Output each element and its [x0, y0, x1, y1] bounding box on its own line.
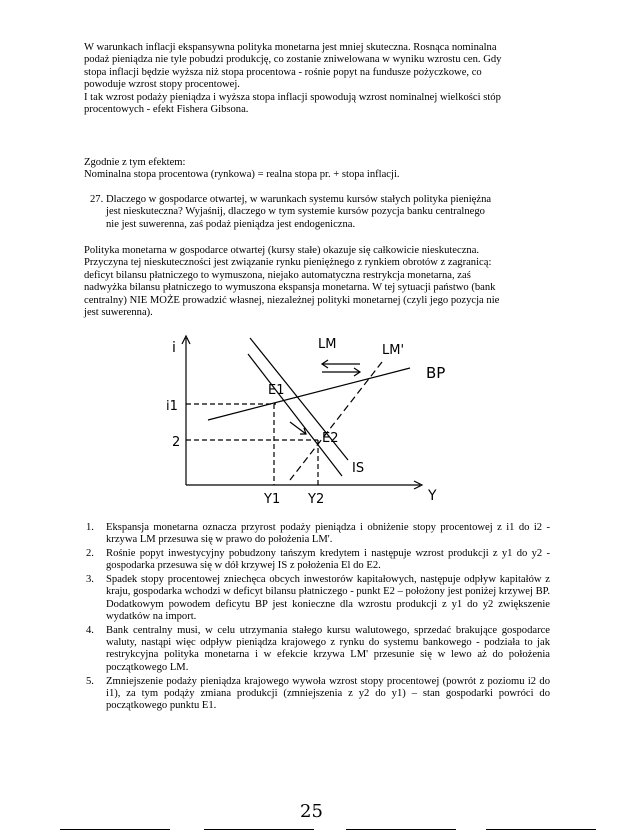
step-item	[84, 548, 550, 573]
answer-line: centralny) NIE MOŻE prowadzić własnej, niezależnej polityki monetarnej (czyli jego pozycja nie	[84, 294, 500, 306]
answer-line: Przyczyna tej nieskuteczności jest związanie rynku pieniężnego z rynkiem obrotów z zagranicą:	[84, 257, 492, 269]
answer-line: jest suwerenna).	[84, 307, 153, 319]
footer-rule	[486, 829, 596, 830]
step-item	[84, 574, 550, 623]
answer-line: nadwyżka bilansu płatniczego to wymuszona ekspansja monetarna. W tej sytuacji państwo (bank	[84, 282, 496, 294]
step-number: 1.	[86, 522, 94, 533]
y2-label: Y2	[308, 492, 325, 507]
question-line: jest nieskuteczna? Wyjaśnij, dlaczego w tym systemie kursów pozycja banku centralnego	[106, 206, 485, 218]
intro-line: podaż pieniądza nie tyle pobudzi produkcję, co zostanie zniwelowana w wyniku wzrostu cen. Gdy	[84, 54, 502, 66]
e1-label: E1	[268, 383, 285, 398]
effect-formula: Nominalna stopa procentowa (rynkowa) = realna stopa pr. + stopa inflacji.	[84, 169, 400, 181]
footer-rule	[204, 829, 314, 830]
x-axis-label: Y	[428, 488, 437, 504]
answer-paragraph	[84, 245, 550, 319]
intro-line: powoduje wzrost stopy procentowej.	[84, 79, 240, 91]
footer-rule	[346, 829, 456, 830]
answer-line: Polityka monetarna w gospodarce otwartej (kursy stałe) okazuje się całkowicie nieskuteczna.	[84, 245, 480, 256]
effect-label: Zgodnie z tym efektem:	[84, 157, 186, 168]
intro-line: W warunkach inflacji ekspansywna polityka monetarna jest mniej skuteczna. Rosnąca nominalna	[84, 42, 497, 53]
step-text: Spadek stopy procentowej zniechęca obcych inwestorów kapitałowych, następuje odpływ kapitałów z kraju, gospodarka wchodzi w deficyt bilansu płatniczego - punkt E2 – położony jest poniżej krzywej BP. Dodatkowym powodem deficytu BP jest konieczne dla wzrostu produkcji z y1 do y2 zwiększenie wydatków na import.	[106, 574, 550, 623]
e2-label: E2	[322, 431, 339, 446]
step-item	[84, 625, 550, 674]
lm-prime-label: LM'	[382, 343, 405, 358]
step-text: Rośnie popyt inwestycyjny pobudzony tańszym kredytem i następuje wzrost produkcji z y1 do y2 - gospodarka przesuwa się w dół krzywej IS z położenia El do E2.	[106, 548, 550, 572]
footer-rule	[60, 829, 170, 830]
movement-arrow	[290, 422, 306, 434]
is-lm-bp-graph	[160, 330, 480, 515]
y1-label: Y1	[264, 492, 281, 507]
step-text: Zmniejszenie podaży pieniądza krajowego wywoła wzrost stopy procentowej (powrót z poziomu i2 do i1), za tym podąży zmiana produkcji (zmniejszenia z y2 do y1) – stan gospodarki powróci do początkowego punktu E1.	[106, 675, 550, 712]
explanation-steps	[84, 522, 550, 714]
step-item	[84, 676, 550, 713]
question-27	[90, 194, 550, 234]
step-number: 2.	[86, 548, 94, 560]
i1-label: i1	[166, 399, 178, 414]
y-axis-label: i	[172, 340, 176, 356]
step-number: 5.	[86, 675, 94, 687]
intro-line: procentowych - efekt Fishera Gibsona.	[84, 104, 249, 116]
page-number: 25	[300, 801, 323, 822]
question-line: nie jest suwerenna, zaś podaż pieniądza jest endogeniczna.	[106, 218, 356, 230]
step-text: Ekspansja monetarna oznacza przyrost podaży pieniądza i obniżenie stopy procentowej z i1 do i2 - krzywa LM przesuwa się w prawo do położenia LM'.	[106, 522, 550, 546]
step-item	[84, 522, 550, 547]
i2-label: 2	[172, 435, 181, 450]
step-number: 3.	[86, 574, 94, 586]
answer-line: deficyt bilansu płatniczego to wymuszona, niejako automatyczna restrykcja monetarna, zaś	[84, 269, 471, 281]
step-number: 4.	[86, 624, 94, 636]
bp-label: BP	[426, 364, 446, 382]
question-number: 27.	[90, 194, 104, 205]
step-text: Bank centralny musi, w celu utrzymania stałego kursu walutowego, sprzedać brakujące gospodarce waluty, nastąpi więc odpływ pieniądza krajowego z rynku do systemu bankowego - podziała to jak restrykcyjna polityka monetarna i w efekcie krzywa LM' przesunie się w lewo aż do położenia początkowego LM.	[106, 624, 550, 673]
lm-label: LM	[318, 337, 337, 352]
question-line: Dlaczego w gospodarce otwartej, w warunkach systemu kursów stałych polityka pieniężna	[106, 194, 492, 205]
intro-line: I tak wzrost podaży pieniądza i wyższa stopa inflacji spowodują wzrost nominalnej wielkości stóp	[84, 91, 501, 103]
intro-paragraph	[84, 42, 550, 116]
effect-block	[84, 157, 550, 182]
is-label: IS	[352, 461, 365, 476]
lm-prime-curve	[290, 362, 382, 480]
intro-line: stopa inflacji będzie wyższa niż stopa procentowa - rośnie popyt na fundusze pożyczkowe, co	[84, 66, 482, 78]
